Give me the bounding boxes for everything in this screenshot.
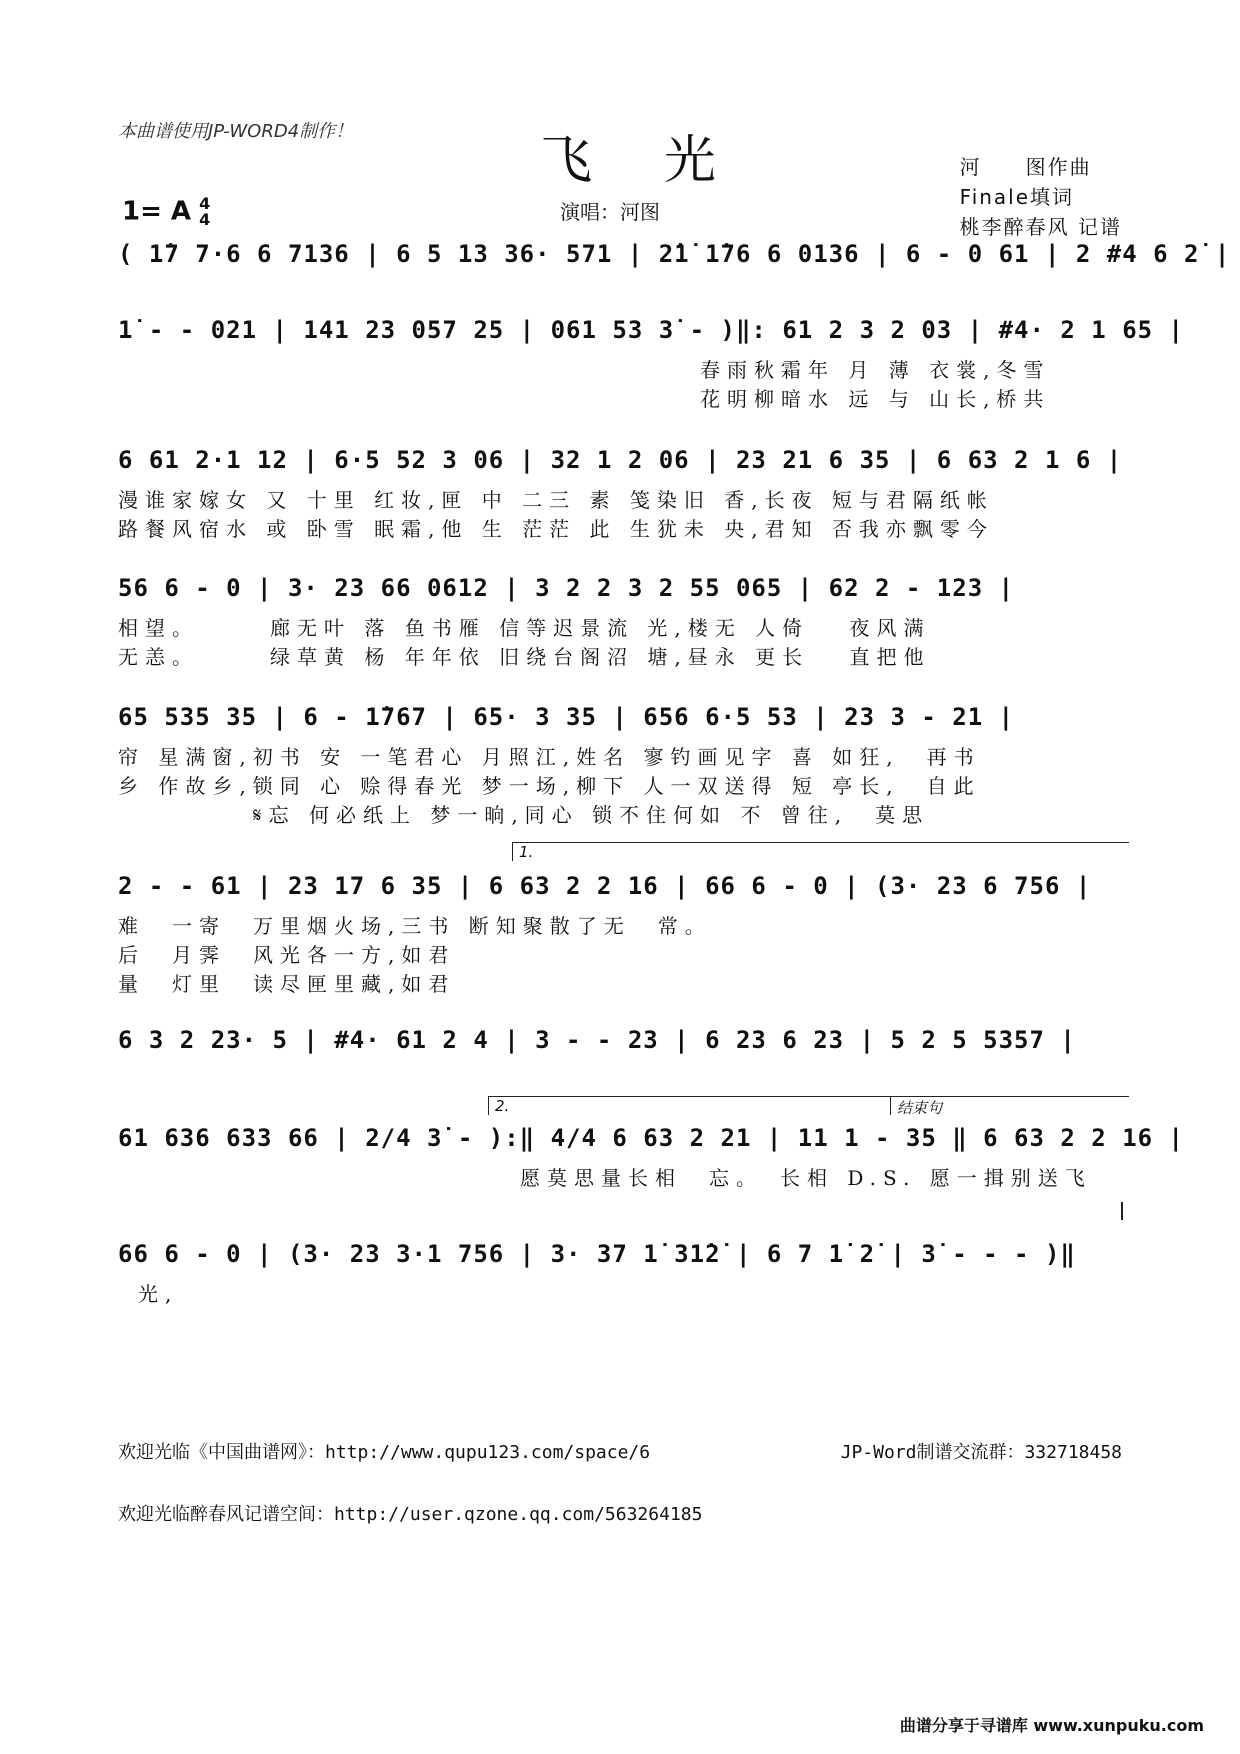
footer-qzone-link[interactable]: 欢迎光临醉春风记谱空间：http://user.qzone.qq.com/563264185 (118, 1504, 703, 1525)
system-9-lyric-1: 光, (138, 1282, 179, 1306)
tool-note: 本曲谱使用JP-WORD4制作！ (118, 121, 354, 142)
time-sig-top: 4 (199, 194, 211, 213)
key-signature (122, 196, 210, 228)
system-5-notes: 65 535 35 | 6 - 1̇767 | 65· 3 35 | 656 6·5 53 | 23 3 - 21 | (118, 703, 1015, 731)
footer-site-link[interactable]: 欢迎光临《中国曲谱网》：http://www.qupu123.com/space/6 (118, 1442, 651, 1463)
time-sig-bottom: 4 (199, 210, 211, 229)
footer-group-info: JP-Word制谱交流群：332718458 (840, 1442, 1122, 1463)
volta-second-ending: 2. (488, 1096, 895, 1115)
system-4-lyric-1: 相望。 廊无叶 落 鱼书雁 信等迟景流 光,楼无 人倚 夜风满 (118, 616, 931, 640)
system-9-bracket (1121, 1202, 1123, 1220)
system-1-notes: ( 1̇7 7·6 6 7136 | 6 5 13 36· 571 | 2̇1̇ 1̇76 6 0136 | 6 - 0 61 | 2 #4 6 2̇ | (118, 240, 1231, 268)
volta-first-ending: 1. (512, 842, 1129, 861)
system-6-lyric-1: 难 一寄 万里烟火场,三书 断知聚散了无 常。 (118, 914, 712, 938)
system-8-notes: 61 636 633 66 | 2/4 3̇ - ):‖ 4/4 6 63 2 21 | 11 1 - 35 ‖ 6 63 2 2 16 | (118, 1124, 1184, 1152)
system-4-notes: 56 6 - 0 | 3· 23 66 0612 | 3 2 2 3 2 55 065 | 62 2 - 123 | (118, 574, 1015, 602)
system-5-lyric-3: 𝄋忘 何必纸上 梦一晌,同心 锁不住何如 不 曾往, 莫思 (118, 803, 930, 827)
system-6-notes: 2 - - 61 | 23 17 6 35 | 6 63 2 2 16 | 66 6 - 0 | (3· 23 6 756 | (118, 872, 1092, 900)
system-6-lyric-2: 后 月霁 风光各一方,如君 (118, 943, 456, 967)
system-5-lyric-2: 乡 作故乡,锁同 心 赊得春光 梦一场,柳下 人一双送得 短 亭长, 自此 (118, 774, 981, 798)
system-6-lyric-3: 量 灯里 读尽匣里藏,如君 (118, 972, 456, 996)
system-4-lyric-2: 无恙。 绿草黄 杨 年年依 旧绕台阁沼 塘,昼永 更长 直把他 (118, 645, 931, 669)
page-title: 飞光 (540, 131, 789, 191)
system-5-lyric-1: 帘 星满窗,初书 安 一笔君心 月照江,姓名 寥钓画见字 喜 如狂, 再书 (118, 745, 981, 769)
system-9-notes: 66 6 - 0 | (3· 23 3·1 756 | 3· 37 1̇ 31̇2̇ | 6 7 1̇ 2̇ | 3̇ - - - )‖ (118, 1240, 1076, 1268)
time-signature (199, 196, 210, 228)
composer-credit: 河 图作曲 (959, 155, 1092, 179)
lyricist-credit: Finale填词 (959, 185, 1075, 209)
key-label: 1= A (122, 196, 192, 227)
system-3-lyric-1: 漫谁家嫁女 又 十里 红妆,匣 中 二三 素 笺染旧 香,长夜 短与君隔纸帐 (118, 488, 994, 512)
watermark: 曲谱分享于寻谱库 www.xunpuku.com (899, 1716, 1204, 1735)
system-2-notes: 1̇ - - 021 | 141 23 057 25 | 061 53 3̇ - )‖: 61 2 3 2 03 | #4· 2 1 65 | (118, 316, 1184, 344)
system-2-lyric-1: 春雨秋霜年 月 薄 衣裳,冬雪 (700, 358, 1051, 382)
transcriber-credit: 桃李醉春风 记谱 (959, 215, 1122, 239)
system-3-notes: 6 61 2·1 12 | 6·5 52 3 06 | 32 1 2 06 | 23 21 6 35 | 6 63 2 1 6 | (118, 446, 1123, 474)
coda-label: 结束句 (890, 1096, 1129, 1115)
system-8-lyric-1: 愿莫思量长相 忘。 长相 D.S. 愿一揖别送飞 (520, 1166, 1092, 1190)
system-3-lyric-2: 路餐风宿水 或 卧雪 眠霜,他 生 茫茫 此 生犹未 央,君知 否我亦飘零今 (118, 517, 994, 541)
credits-block (960, 152, 1122, 242)
singer-credit: 演唱：河图 (560, 200, 660, 224)
system-2-lyric-2: 花明柳暗水 远 与 山长,桥共 (700, 387, 1051, 411)
system-7-notes: 6 3 2 23· 5 | #4· 61 2 4 | 3 - - 23 | 6 23 6 23 | 5 2 5 5357 | (118, 1026, 1076, 1054)
